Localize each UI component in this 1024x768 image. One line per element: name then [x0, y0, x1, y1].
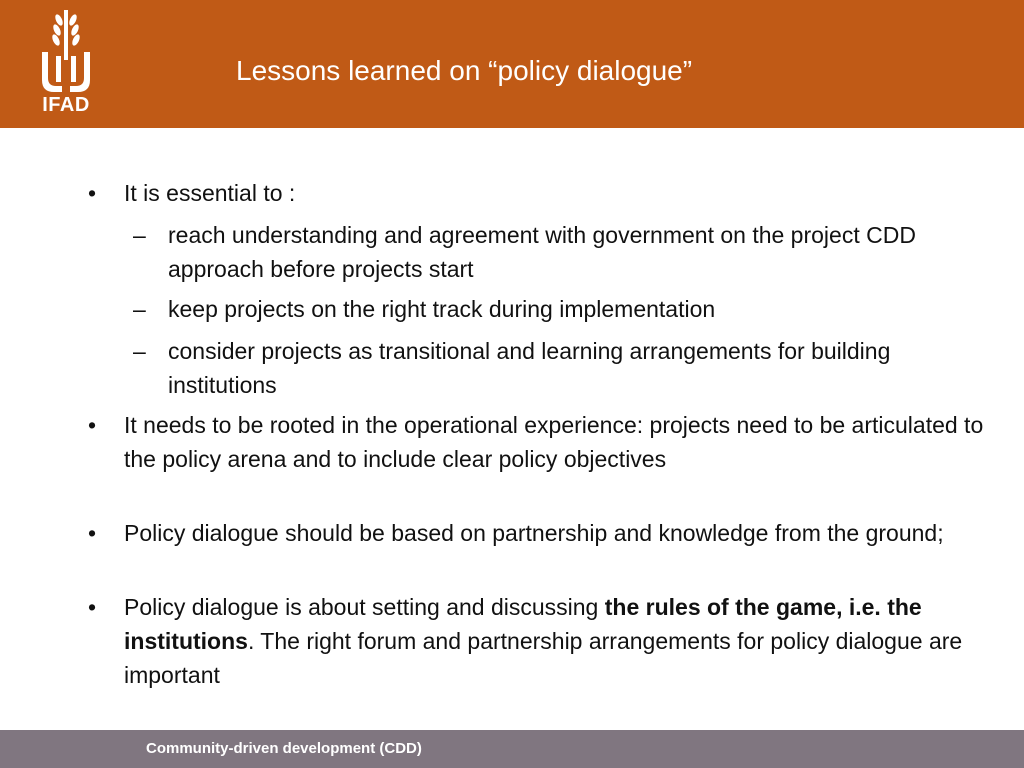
- bullet-marker: •: [88, 594, 97, 620]
- bullet-text-part: Policy dialogue is about setting and discussing: [124, 594, 605, 620]
- slide-footer: [0, 730, 1024, 768]
- sub-bullet-text: reach understanding and agreement with government on the project CDD approach before projects start: [168, 222, 916, 282]
- dash-marker: –: [133, 338, 146, 364]
- sub-bullet-text: consider projects as transitional and learning arrangements for building institutions: [168, 338, 891, 398]
- footer-text: Community-driven development (CDD): [146, 740, 422, 757]
- bullet-marker: •: [88, 180, 97, 206]
- dash-marker: –: [133, 222, 146, 248]
- bullet-text: Policy dialogue should be based on partnership and knowledge from the ground;: [124, 520, 944, 546]
- slide-title: Lessons learned on “policy dialogue”: [236, 55, 693, 86]
- bullet-text: It is essential to :: [124, 180, 296, 206]
- dash-marker: –: [133, 296, 146, 322]
- sub-bullet-text: keep projects on the right track during implementation: [168, 296, 716, 322]
- logo-text: IFAD: [42, 94, 90, 116]
- bullet-text: [124, 590, 1004, 692]
- slide-header: [0, 0, 1024, 128]
- bullet-text: It needs to be rooted in the operational experience: projects need to be articulated to the policy arena and to include clear policy objectives: [124, 412, 984, 472]
- bullet-text-part: . The right forum and partnership arrangements for policy dialogue are important: [124, 628, 963, 688]
- bullet-marker: •: [88, 412, 97, 438]
- bullet-text-bold: the rules of the game, i.e. the institutions: [124, 594, 922, 654]
- bullet-marker: •: [88, 520, 97, 546]
